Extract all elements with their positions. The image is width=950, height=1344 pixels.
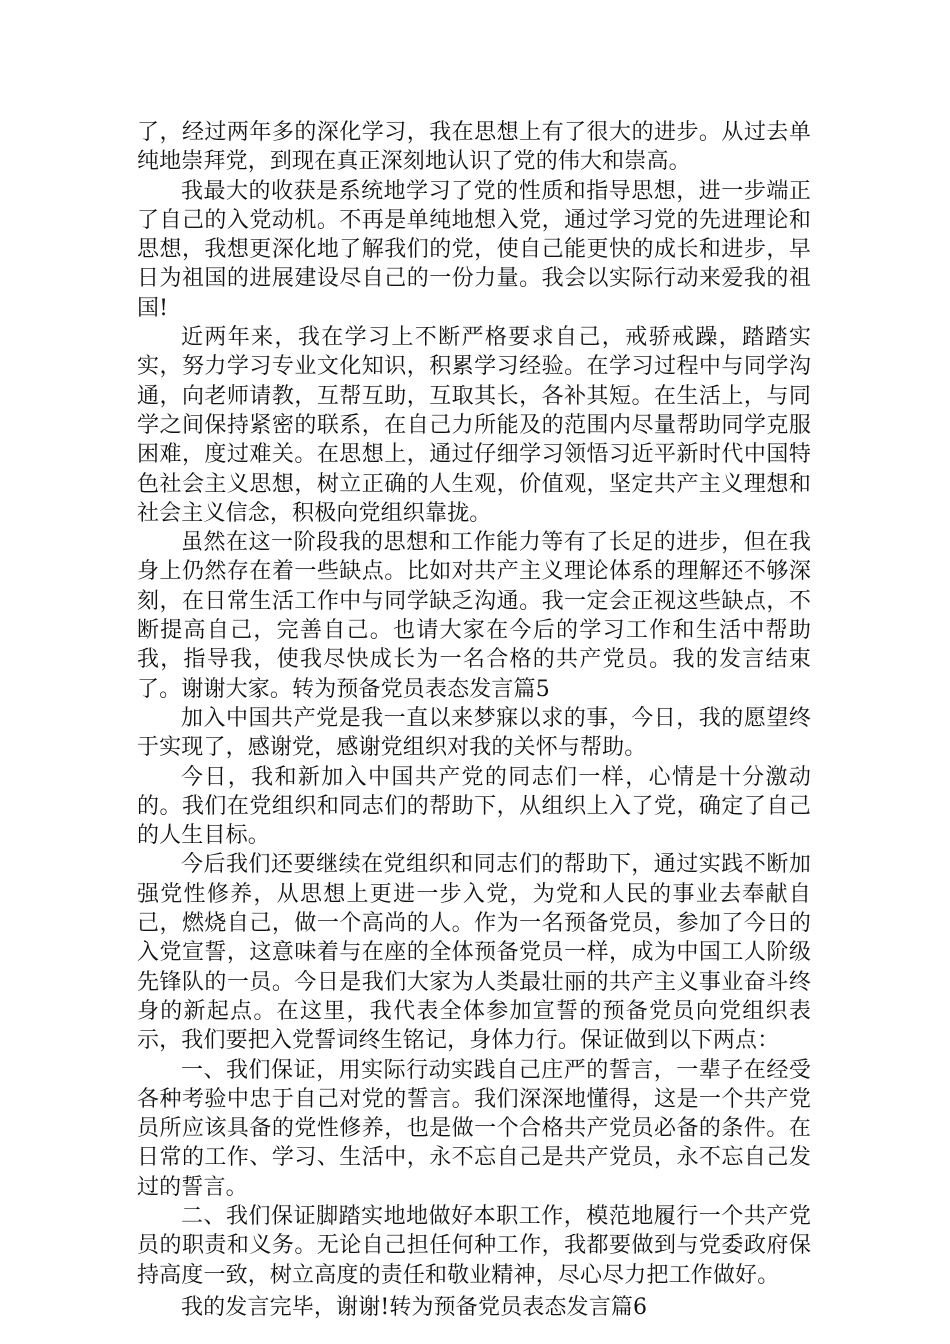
paragraph-pledge-two: 二、我们保证脚踏实地地做好本职工作，模范地履行一个共产党员的职责和义务。无论自己担任何种工作，我都要做到与党委政府保持高度一致，树立高度的责任和敬业精神，尽心尽力把工作做好。 [137, 1203, 811, 1288]
paragraph-study-life: 近两年来，我在学习上不断严格要求自己，戒骄戒躁，踏踏实实，努力学习专业文化知识，积累学习经验。在学习过程中与同学沟通，向老师请教，互帮互助，互取其长，各补其短。在生活上，与同学之间保持紧密的联系，在自己力所能及的范围内尽量帮助同学克服困难，度过难关。在思想上，通过仔细学习领悟习近平新时代中国特色社会主义思想，树立正确的人生观，价值观，坚定共产主义理想和社会主义信念，积极向党组织靠拢。 [137, 325, 811, 526]
paragraph-biggest-gain: 我最大的收获是系统地学习了党的性质和指导思想，进一步端正了自己的入党动机。不再是单纯地想入党，通过学习党的先进理论和思想，我想更深化地了解我们的党，使自己能更快的成长和进步，早日为祖国的进展建设尽自己的一份力量。我会以实际行动来爱我的祖国! [137, 178, 811, 321]
paragraph-joining-party: 加入中国共产党是我一直以来梦寐以求的事，今日，我的愿望终于实现了，感谢党，感谢党组织对我的关怀与帮助。 [137, 705, 811, 761]
paragraph-today-excited: 今日，我和新加入中国共产党的同志们一样，心情是十分激动的。我们在党组织和同志们的帮助下，从组织上入了党，确定了自己的人生目标。 [137, 764, 811, 849]
paragraph-future-commitment: 今后我们还要继续在党组织和同志们的帮助下，通过实践不断加强党性修养，从思想上更进一步入党，为党和人民的事业去奉献自己，燃烧自己，做一个高尚的人。作为一名预备党员，参加了今日的入党宣誓，这意味着与在座的全体预备党员一样，成为中国工人阶级先锋队的一员。今日是我们大家为人类最壮丽的共产主义事业奋斗终身的新起点。在这里，我代表全体参加宣誓的预备党员向党组织表示，我们要把入党誓词终生铭记，身体力行。保证做到以下两点： [137, 852, 811, 1054]
paragraph-shortcomings: 虽然在这一阶段我的思想和工作能力等有了长足的进步，但在我身上仍然存在着一些缺点。比如对共产主义理论体系的理解还不够深刻，在日常生活工作中与同学缺乏沟通。我一定会正视这些缺点，不断提高自己，完善自己。也请大家在今后的学习工作和生活中帮助我，指导我，使我尽快成长为一名合格的共产党员。我的发言结束了。谢谢大家。转为预备党员表态发言篇5 [137, 530, 811, 702]
paragraph-pledge-one: 一、我们保证，用实际行动实践自己庄严的誓言，一辈子在经受各种考验中忠于自己对党的誓言。我们深深地懂得，这是一个共产党员所应该具备的党性修养，也是做一个合格共产党员必备的条件。在日常的工作、学习、生活中，永不忘自己是共产党员，永不忘自己发过的誓言。 [137, 1057, 811, 1200]
document-body [137, 118, 811, 1322]
paragraph-closing: 我的发言完毕，谢谢!转为预备党员表态发言篇6 [181, 1294, 648, 1320]
paragraph-continuation: 了，经过两年多的深化学习，我在思想上有了很大的进步。从过去单纯地崇拜党，到现在真正深刻地认识了党的伟大和崇高。 [137, 120, 811, 175]
